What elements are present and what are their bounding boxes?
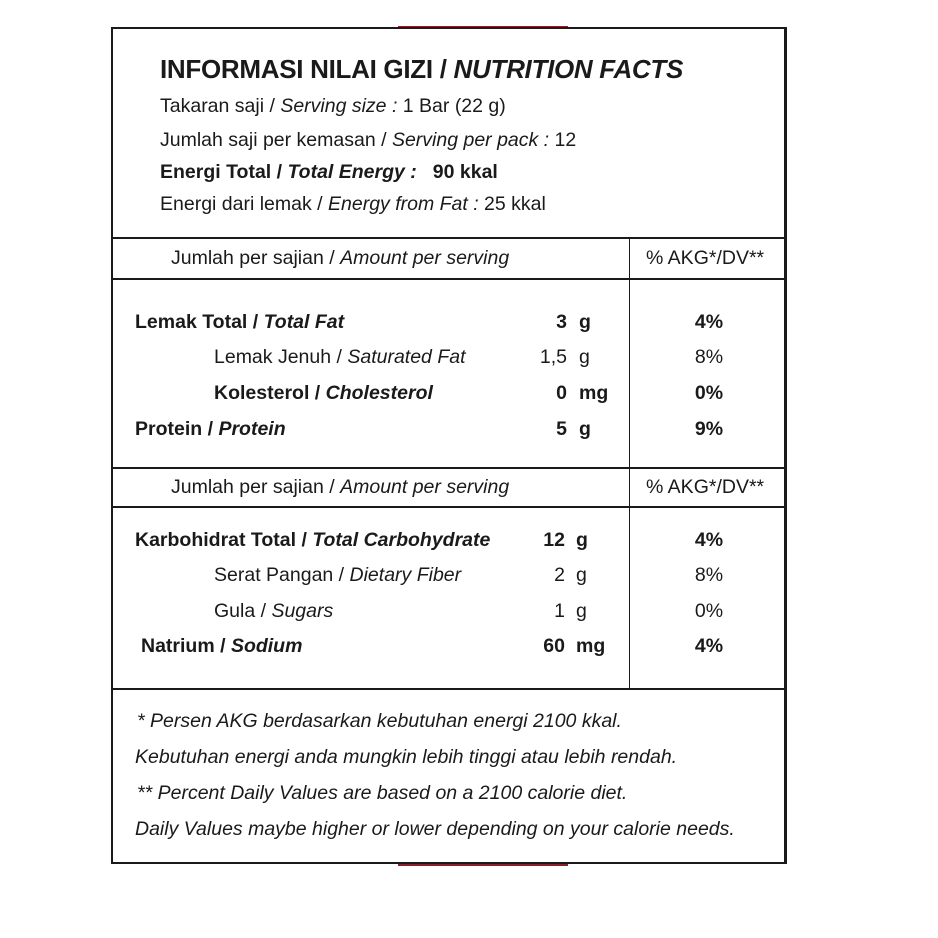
nutrient-unit: g <box>576 564 587 586</box>
footnote: Kebutuhan energi anda mungkin lebih tinggi atau lebih rendah. <box>135 746 678 768</box>
nutrient-pct: 0% <box>694 600 724 622</box>
nutrient-amount: 1 <box>554 600 565 622</box>
bottom-accent-line <box>398 864 568 866</box>
nutrient-unit: g <box>576 600 587 622</box>
nutrient-row-label: Natrium / Sodium <box>141 635 303 657</box>
column-divider <box>629 239 630 688</box>
nutrient-unit: g <box>579 311 591 333</box>
section1-header-label: Jumlah per sajian / Amount per serving <box>171 247 510 269</box>
nutrient-pct: 4% <box>694 635 724 657</box>
nutrient-pct: 9% <box>694 418 724 440</box>
total-energy: Energi Total / Total Energy : 90 kkal <box>160 161 498 183</box>
nutrient-row-label: Serat Pangan / Dietary Fiber <box>214 564 462 586</box>
nutrient-unit: g <box>579 346 590 368</box>
servings-per-pack: Jumlah saji per kemasan / Serving per pack : 12 <box>160 129 577 151</box>
nutrient-amount: 3 <box>556 311 567 333</box>
nutrient-pct: 0% <box>694 382 724 404</box>
nutrient-unit: mg <box>579 382 609 404</box>
total-energy-value: 90 kkal <box>432 161 498 183</box>
nutrition-facts-panel <box>111 27 787 864</box>
nutrient-amount: 5 <box>556 418 567 440</box>
nutrient-pct: 4% <box>694 529 724 551</box>
nutrient-row-label: Lemak Jenuh / Saturated Fat <box>214 346 466 368</box>
nutrient-pct: 8% <box>694 346 724 368</box>
divider <box>113 688 784 690</box>
footnote: Daily Values maybe higher or lower depending on your calorie needs. <box>135 818 735 840</box>
footnote: * Persen AKG berdasarkan kebutuhan energi 2100 kkal. <box>137 710 622 732</box>
nutrient-amount: 1,5 <box>539 346 567 368</box>
nutrient-amount: 2 <box>554 564 565 586</box>
nutrient-pct: 8% <box>694 564 724 586</box>
nutrient-pct: 4% <box>694 311 724 333</box>
footnote: ** Percent Daily Values are based on a 2100 calorie diet. <box>137 782 628 804</box>
nutrient-row-label: Protein / Protein <box>135 418 286 440</box>
divider <box>113 467 784 469</box>
section2-header-label: Jumlah per sajian / Amount per serving <box>171 476 510 498</box>
nutrient-row-label: Gula / Sugars <box>214 600 334 622</box>
nutrient-row-label: Lemak Total / Total Fat <box>135 311 345 333</box>
nutrient-amount: 60 <box>543 635 565 657</box>
title-indonesian: INFORMASI NILAI GIZI / <box>160 54 454 84</box>
nutrient-row-label: Karbohidrat Total / Total Carbohydrate <box>135 529 491 551</box>
nutrient-amount: 12 <box>543 529 565 551</box>
serving-size: Takaran saji / Serving size : 1 Bar (22 g) <box>160 95 506 117</box>
title-english: NUTRITION FACTS <box>453 54 684 84</box>
divider <box>113 506 784 508</box>
nutrient-unit: mg <box>576 635 606 657</box>
divider <box>113 278 784 280</box>
divider <box>113 237 784 239</box>
section1-header-pct: % AKG*/DV** <box>646 247 765 269</box>
energy-from-fat: Energi dari lemak / Energy from Fat : 25 kkal <box>160 193 546 215</box>
nutrient-amount: 0 <box>556 382 567 404</box>
nutrient-row-label: Kolesterol / Cholesterol <box>214 382 433 404</box>
nutrient-unit: g <box>579 418 591 440</box>
section2-header-pct: % AKG*/DV** <box>646 476 765 498</box>
nutrient-unit: g <box>576 529 588 551</box>
panel-title <box>160 56 683 82</box>
